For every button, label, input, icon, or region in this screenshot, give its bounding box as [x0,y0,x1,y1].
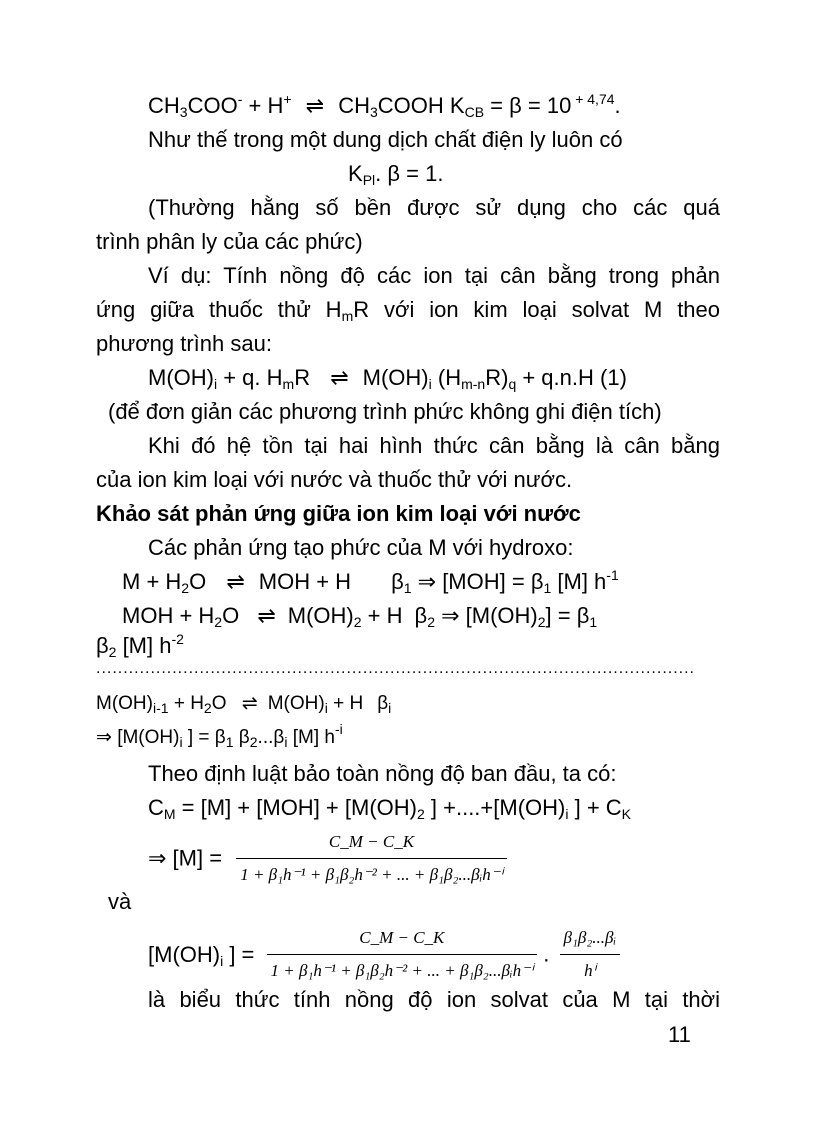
text-line: Như thế trong một dung dịch chất điện ly luôn có [148,127,623,152]
text-line: trình phân ly của các phức) [96,229,363,254]
equation-step-2: MOH + $H_2O$ ⇌ $M(OH)_2 + H$ $\beta_2$ ⇒ $[M(OH)_2] = \beta_1$ [122,603,598,630]
equation-acetate: $CH_3COO^- + H^+$ ⇌ $CH_3COOH$ $K_{CB} = \beta = 10$ $^{+ 4,74}$. [148,91,621,120]
text-line: phương trình sau: [96,331,272,356]
text-line: Ví dụ: Tính nồng độ các ion tại cân bằng trong phản [148,263,720,288]
dotted-separator: .............................................................................................................. [96,664,695,674]
equation-kpl: $K_{Pl}$. β = 1. [348,161,444,188]
equilibrium-arrow-icon: ⇌ [241,693,258,714]
equation-mass-balance: $C_M = [M] + [MOH] + [M(OH)_2$ ] $+....+[M(OH)_i$ ] + $C_K$ [148,795,632,822]
text-line: Theo định luật bảo toàn nồng độ ban đầu, ta có: [148,761,617,786]
equation-step-1: $M + H_2O$ ⇌ MOH + H $\beta_1$ ⇒ $[MOH] = \beta_1$ [M] $h^{-1}$ [122,567,619,596]
text-line: (Thường hằng số bền được sử dụng cho các quá [148,195,720,220]
fraction: $\frac{C\_M - C\_K}{\text{1 + β₁h⁻¹ + β₁β₂h⁻² + ... + β₁β₂...βᵢh⁻ⁱ}}$ [267,924,538,985]
text-line: ứng giữa thuốc thử $H_mR$ với ion kim loại solvat M theo [96,297,721,324]
text-line: là biểu thức tính nồng độ ion solvat của M tại thời [148,987,720,1012]
equation-step-i-result: ⇒ [$M(OH)_i$ ] = $\beta_1$ $\beta_2...\beta_i$ [M] $h^{-i}$ [96,721,343,750]
equation-free-metal: ⇒ [M] = $\frac{C\_M - C\_K}{\text{1 + β₁h⁻¹ + β₁β₂h⁻² + ... + β₁β₂...βᵢh⁻ⁱ}}$ [148,828,724,876]
equilibrium-arrow-icon: ⇌ [305,93,325,118]
text-line: của ion kim loại với nước và thuốc thử với nước. [96,467,573,492]
equilibrium-arrow-icon: ⇌ [330,365,349,390]
fraction: $\frac{C\_M - C\_K}{\text{1 + β₁h⁻¹ + β₁β₂h⁻² + ... + β₁β₂...βᵢh⁻ⁱ}}$ [236,828,507,889]
equation-complex-formation: $M(OH)_i + q$. $H_mR$ ⇌ $M(OH)_i$ $(H_{m-n}R)_q + q.n.H$ (1) [148,365,627,392]
equilibrium-arrow-icon: ⇌ [257,603,276,628]
text-line: Khi đó hệ tồn tại hai hình thức cân bằng là cân bằng [148,433,720,458]
text-line: Các phản ứng tạo phức của M với hydroxo: [148,535,574,560]
equilibrium-arrow-icon: ⇌ [226,569,245,594]
text-line: (để đơn giản các phương trình phức không ghi điện tích) [108,399,662,424]
fraction: $\frac{\text{β₁β₂...βᵢ}}{\text{hⁱ}}$ [560,924,621,985]
page-number: 11 [668,1022,691,1047]
section-heading: Khảo sát phản ứng giữa ion kim loại với nước [96,501,581,526]
equation-step-i: $M(OH)_{i-1} + H_2O$ ⇌ $M(OH)_i + H$ $\beta_i$ [96,693,392,716]
equation-complex-conc: [$M(OH)_i$ ] = $\frac{C\_M - C\_K}{\text{1 + β₁h⁻¹ + β₁β₂h⁻² + ... + β₁β₂...βᵢh⁻ⁱ}}$ . $\frac{\text{β₁β₂...βᵢ}}{\text{hⁱ}}$ [148,924,724,972]
equation-step-2-cont: $\beta_2$ [M] $h^{-2}$ [96,631,184,660]
text-line: và [108,889,132,914]
